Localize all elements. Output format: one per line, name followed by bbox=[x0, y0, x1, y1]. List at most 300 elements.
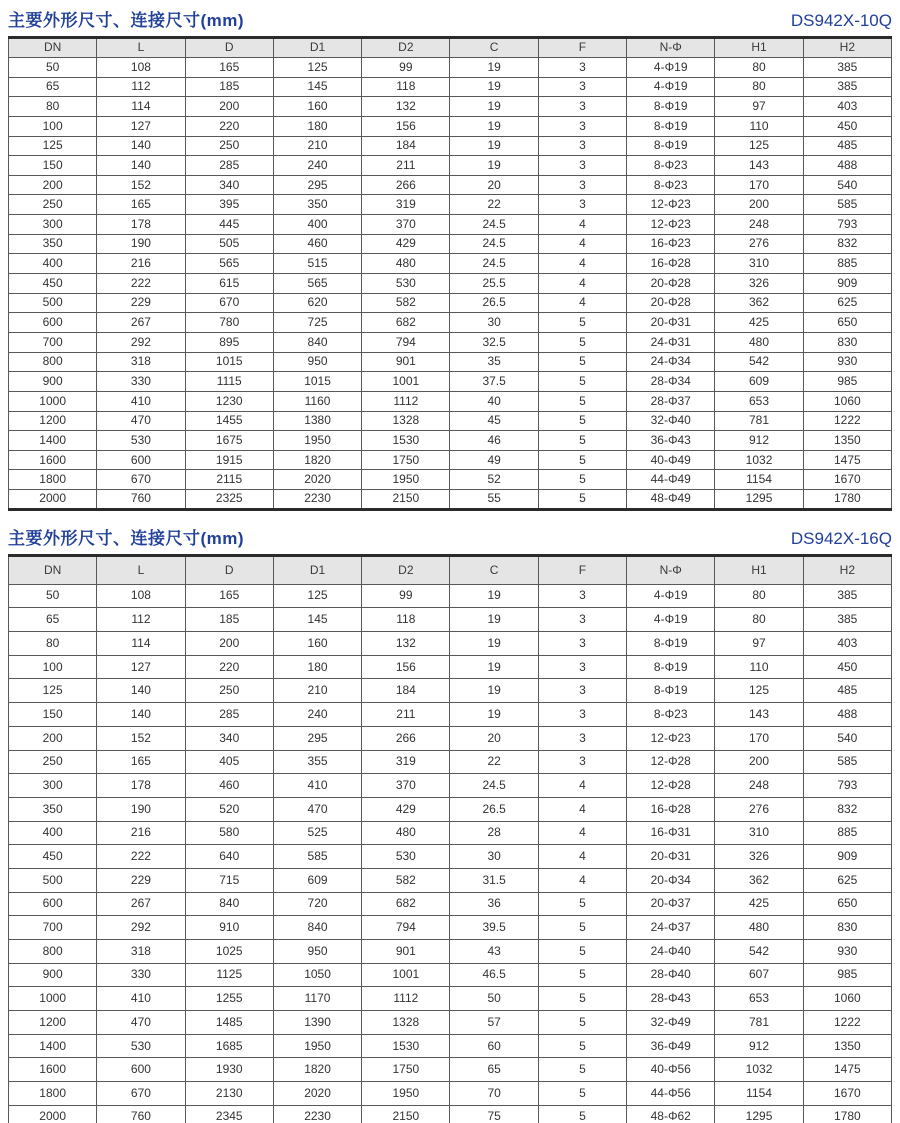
table-cell: 118 bbox=[362, 608, 450, 632]
table-cell: 1400 bbox=[9, 1034, 97, 1058]
table-cell: 52 bbox=[450, 470, 538, 490]
table-cell: 3 bbox=[538, 655, 626, 679]
table-cell: 5 bbox=[538, 431, 626, 451]
table-cell: 19 bbox=[450, 116, 538, 136]
table-cell: 40-Φ56 bbox=[627, 1058, 715, 1082]
column-header: L bbox=[97, 555, 185, 584]
table-cell: 1295 bbox=[715, 490, 803, 510]
table-row bbox=[9, 1058, 892, 1082]
table-cell: 885 bbox=[803, 254, 891, 274]
table-cell: 326 bbox=[715, 274, 803, 294]
table-cell: 625 bbox=[803, 868, 891, 892]
table-cell: 330 bbox=[97, 963, 185, 987]
table-cell: 1032 bbox=[715, 1058, 803, 1082]
table-cell: 19 bbox=[450, 632, 538, 656]
table-cell: 326 bbox=[715, 845, 803, 869]
table-cell: 653 bbox=[715, 987, 803, 1011]
table-cell: 720 bbox=[273, 892, 361, 916]
table-cell: 3 bbox=[538, 195, 626, 215]
table-cell: 156 bbox=[362, 116, 450, 136]
table-cell: 26.5 bbox=[450, 797, 538, 821]
table-cell: 1685 bbox=[185, 1034, 273, 1058]
table-cell: 300 bbox=[9, 215, 97, 235]
table-cell: 1015 bbox=[273, 372, 361, 392]
table-cell: 5 bbox=[538, 892, 626, 916]
table-cell: 185 bbox=[185, 77, 273, 97]
table-cell: 2000 bbox=[9, 1105, 97, 1123]
table-cell: 400 bbox=[9, 821, 97, 845]
table-cell: 620 bbox=[273, 293, 361, 313]
table-row bbox=[9, 254, 892, 274]
table-cell: 350 bbox=[9, 234, 97, 254]
table-cell: 229 bbox=[97, 293, 185, 313]
table-cell: 1670 bbox=[803, 470, 891, 490]
table-cell: 832 bbox=[803, 234, 891, 254]
table-cell: 794 bbox=[362, 332, 450, 352]
table-cell: 30 bbox=[450, 313, 538, 333]
table-cell: 248 bbox=[715, 774, 803, 798]
table-cell: 600 bbox=[9, 892, 97, 916]
table-cell: 267 bbox=[97, 892, 185, 916]
table-cell: 4 bbox=[538, 845, 626, 869]
table-cell: 22 bbox=[450, 195, 538, 215]
table-cell: 267 bbox=[97, 313, 185, 333]
table-cell: 4 bbox=[538, 797, 626, 821]
table-cell: 950 bbox=[273, 352, 361, 372]
table-cell: 5 bbox=[538, 332, 626, 352]
table-cell: 2150 bbox=[362, 1105, 450, 1123]
table-cell: 4 bbox=[538, 254, 626, 274]
table-cell: 2345 bbox=[185, 1105, 273, 1123]
table-cell: 1475 bbox=[803, 450, 891, 470]
table-cell: 28-Φ37 bbox=[627, 391, 715, 411]
table-cell: 19 bbox=[450, 58, 538, 78]
table-cell: 1000 bbox=[9, 391, 97, 411]
table-row bbox=[9, 987, 892, 1011]
table-cell: 20-Φ34 bbox=[627, 868, 715, 892]
table-cell: 5 bbox=[538, 470, 626, 490]
table-cell: 19 bbox=[450, 703, 538, 727]
table-cell: 1125 bbox=[185, 963, 273, 987]
table-cell: 653 bbox=[715, 391, 803, 411]
table-cell: 40-Φ49 bbox=[627, 450, 715, 470]
table-cell: 2115 bbox=[185, 470, 273, 490]
table-cell: 5 bbox=[538, 987, 626, 1011]
table-row bbox=[9, 963, 892, 987]
table-cell: 2230 bbox=[273, 1105, 361, 1123]
table-cell: 400 bbox=[9, 254, 97, 274]
table-cell: 3 bbox=[538, 116, 626, 136]
table-cell: 190 bbox=[97, 234, 185, 254]
table-cell: 50 bbox=[450, 987, 538, 1011]
table-cell: 3 bbox=[538, 703, 626, 727]
table-row bbox=[9, 703, 892, 727]
table-cell: 12-Φ28 bbox=[627, 774, 715, 798]
table-cell: 901 bbox=[362, 352, 450, 372]
table-cell: 540 bbox=[803, 726, 891, 750]
table-cell: 108 bbox=[97, 58, 185, 78]
table-cell: 600 bbox=[97, 1058, 185, 1082]
table-cell: 450 bbox=[803, 116, 891, 136]
table-cell: 24.5 bbox=[450, 254, 538, 274]
section-title: 主要外形尺寸、连接尺寸(mm) bbox=[8, 528, 245, 548]
table-cell: 200 bbox=[9, 726, 97, 750]
table-cell: 127 bbox=[97, 655, 185, 679]
table-cell: 110 bbox=[715, 655, 803, 679]
table-cell: 515 bbox=[273, 254, 361, 274]
table-cell: 24.5 bbox=[450, 234, 538, 254]
table-cell: 1200 bbox=[9, 1011, 97, 1035]
table-cell: 781 bbox=[715, 411, 803, 431]
header-row bbox=[9, 38, 892, 58]
table-cell: 485 bbox=[803, 679, 891, 703]
table-cell: 160 bbox=[273, 97, 361, 117]
table-cell: 292 bbox=[97, 916, 185, 940]
table-cell: 429 bbox=[362, 797, 450, 821]
table-cell: 450 bbox=[803, 655, 891, 679]
table-row bbox=[9, 750, 892, 774]
table-cell: 250 bbox=[185, 679, 273, 703]
table-cell: 16-Φ31 bbox=[627, 821, 715, 845]
table-cell: 20-Φ28 bbox=[627, 274, 715, 294]
table-cell: 19 bbox=[450, 136, 538, 156]
table-cell: 425 bbox=[715, 313, 803, 333]
table-cell: 24-Φ40 bbox=[627, 940, 715, 964]
table-cell: 80 bbox=[715, 584, 803, 608]
table-row bbox=[9, 679, 892, 703]
table-cell: 1950 bbox=[362, 470, 450, 490]
table-cell: 1000 bbox=[9, 987, 97, 1011]
table-cell: 4 bbox=[538, 215, 626, 235]
table-cell: 370 bbox=[362, 774, 450, 798]
table-row bbox=[9, 1011, 892, 1035]
table-cell: 22 bbox=[450, 750, 538, 774]
table-cell: 520 bbox=[185, 797, 273, 821]
table-cell: 140 bbox=[97, 156, 185, 176]
table-cell: 292 bbox=[97, 332, 185, 352]
table-cell: 3 bbox=[538, 608, 626, 632]
table-cell: 112 bbox=[97, 608, 185, 632]
table-cell: 211 bbox=[362, 703, 450, 727]
table-cell: 800 bbox=[9, 352, 97, 372]
table-cell: 2325 bbox=[185, 490, 273, 510]
column-header: H1 bbox=[715, 38, 803, 58]
table-cell: 60 bbox=[450, 1034, 538, 1058]
column-header: L bbox=[97, 38, 185, 58]
table-cell: 1750 bbox=[362, 1058, 450, 1082]
table-row bbox=[9, 372, 892, 392]
table-cell: 3 bbox=[538, 584, 626, 608]
table-cell: 8-Φ19 bbox=[627, 679, 715, 703]
table-cell: 5 bbox=[538, 391, 626, 411]
table-cell: 1400 bbox=[9, 431, 97, 451]
column-header: F bbox=[538, 555, 626, 584]
table-cell: 80 bbox=[9, 632, 97, 656]
table-cell: 670 bbox=[97, 470, 185, 490]
table-cell: 276 bbox=[715, 797, 803, 821]
table-cell: 429 bbox=[362, 234, 450, 254]
table-cell: 1050 bbox=[273, 963, 361, 987]
table-row bbox=[9, 234, 892, 254]
table-cell: 112 bbox=[97, 77, 185, 97]
table-cell: 2000 bbox=[9, 490, 97, 510]
table-cell: 3 bbox=[538, 679, 626, 703]
table-cell: 840 bbox=[273, 916, 361, 940]
table-cell: 30 bbox=[450, 845, 538, 869]
table-cell: 5 bbox=[538, 1058, 626, 1082]
table-cell: 8-Φ19 bbox=[627, 136, 715, 156]
table-cell: 585 bbox=[273, 845, 361, 869]
table-cell: 55 bbox=[450, 490, 538, 510]
table-cell: 900 bbox=[9, 372, 97, 392]
table-cell: 385 bbox=[803, 77, 891, 97]
table-cell: 8-Φ19 bbox=[627, 97, 715, 117]
table-cell: 3 bbox=[538, 156, 626, 176]
table-cell: 609 bbox=[273, 868, 361, 892]
table-cell: 36-Φ43 bbox=[627, 431, 715, 451]
table-cell: 760 bbox=[97, 490, 185, 510]
table-cell: 97 bbox=[715, 97, 803, 117]
table-cell: 5 bbox=[538, 450, 626, 470]
table-cell: 1350 bbox=[803, 1034, 891, 1058]
table-cell: 1200 bbox=[9, 411, 97, 431]
table-cell: 8-Φ19 bbox=[627, 632, 715, 656]
table-row bbox=[9, 1105, 892, 1123]
table-row bbox=[9, 655, 892, 679]
table-cell: 8-Φ19 bbox=[627, 655, 715, 679]
table-cell: 480 bbox=[362, 821, 450, 845]
table-cell: 901 bbox=[362, 940, 450, 964]
table-cell: 470 bbox=[97, 411, 185, 431]
table-cell: 530 bbox=[362, 274, 450, 294]
table-cell: 132 bbox=[362, 632, 450, 656]
table-cell: 2020 bbox=[273, 1082, 361, 1106]
table-cell: 250 bbox=[9, 195, 97, 215]
table-cell: 5 bbox=[538, 372, 626, 392]
table-cell: 12-Φ23 bbox=[627, 195, 715, 215]
table-cell: 24-Φ34 bbox=[627, 352, 715, 372]
table-cell: 125 bbox=[715, 136, 803, 156]
table-cell: 1930 bbox=[185, 1058, 273, 1082]
table-cell: 800 bbox=[9, 940, 97, 964]
column-header: C bbox=[450, 38, 538, 58]
table-cell: 57 bbox=[450, 1011, 538, 1035]
table-cell: 4 bbox=[538, 868, 626, 892]
table-cell: 832 bbox=[803, 797, 891, 821]
table-cell: 99 bbox=[362, 584, 450, 608]
table-cell: 1295 bbox=[715, 1105, 803, 1123]
table-row bbox=[9, 136, 892, 156]
table-cell: 165 bbox=[185, 584, 273, 608]
table-cell: 670 bbox=[97, 1082, 185, 1106]
table-cell: 43 bbox=[450, 940, 538, 964]
table-cell: 145 bbox=[273, 77, 361, 97]
table-cell: 28-Φ40 bbox=[627, 963, 715, 987]
table-cell: 1112 bbox=[362, 391, 450, 411]
table-cell: 295 bbox=[273, 726, 361, 750]
table-cell: 140 bbox=[97, 703, 185, 727]
table-cell: 355 bbox=[273, 750, 361, 774]
table-cell: 248 bbox=[715, 215, 803, 235]
table-cell: 19 bbox=[450, 584, 538, 608]
table-cell: 65 bbox=[9, 608, 97, 632]
table-cell: 8-Φ23 bbox=[627, 703, 715, 727]
table-cell: 1328 bbox=[362, 411, 450, 431]
table-cell: 3 bbox=[538, 726, 626, 750]
table-cell: 725 bbox=[273, 313, 361, 333]
table-cell: 542 bbox=[715, 352, 803, 372]
table-cell: 1950 bbox=[362, 1082, 450, 1106]
table-cell: 24-Φ31 bbox=[627, 332, 715, 352]
table-cell: 45 bbox=[450, 411, 538, 431]
table-cell: 340 bbox=[185, 726, 273, 750]
table-cell: 985 bbox=[803, 963, 891, 987]
table-cell: 385 bbox=[803, 58, 891, 78]
table-cell: 250 bbox=[9, 750, 97, 774]
table-cell: 200 bbox=[715, 750, 803, 774]
table-cell: 542 bbox=[715, 940, 803, 964]
table-cell: 266 bbox=[362, 175, 450, 195]
table-cell: 793 bbox=[803, 774, 891, 798]
table-cell: 460 bbox=[273, 234, 361, 254]
table-cell: 950 bbox=[273, 940, 361, 964]
table-cell: 1390 bbox=[273, 1011, 361, 1035]
table-cell: 37.5 bbox=[450, 372, 538, 392]
table-cell: 2130 bbox=[185, 1082, 273, 1106]
table-cell: 3 bbox=[538, 97, 626, 117]
table-cell: 585 bbox=[803, 750, 891, 774]
table-cell: 1222 bbox=[803, 411, 891, 431]
table-cell: 3 bbox=[538, 77, 626, 97]
table-cell: 909 bbox=[803, 274, 891, 294]
table-cell: 295 bbox=[273, 175, 361, 195]
table-cell: 1950 bbox=[273, 1034, 361, 1058]
table-cell: 140 bbox=[97, 136, 185, 156]
table-row bbox=[9, 156, 892, 176]
table-cell: 700 bbox=[9, 916, 97, 940]
table-cell: 840 bbox=[185, 892, 273, 916]
table-row bbox=[9, 608, 892, 632]
table-row bbox=[9, 274, 892, 294]
section-caption bbox=[8, 524, 892, 549]
table-cell: 240 bbox=[273, 703, 361, 727]
table-cell: 1455 bbox=[185, 411, 273, 431]
table-cell: 403 bbox=[803, 97, 891, 117]
table-cell: 1154 bbox=[715, 1082, 803, 1106]
table-cell: 36 bbox=[450, 892, 538, 916]
table-cell: 8-Φ23 bbox=[627, 156, 715, 176]
table-cell: 5 bbox=[538, 313, 626, 333]
table-cell: 607 bbox=[715, 963, 803, 987]
table-row bbox=[9, 77, 892, 97]
table-body bbox=[9, 584, 892, 1123]
table-cell: 28 bbox=[450, 821, 538, 845]
table-cell: 19 bbox=[450, 97, 538, 117]
table-cell: 132 bbox=[362, 97, 450, 117]
table-cell: 370 bbox=[362, 215, 450, 235]
table-cell: 3 bbox=[538, 58, 626, 78]
table-cell: 565 bbox=[273, 274, 361, 294]
table-cell: 100 bbox=[9, 655, 97, 679]
table-cell: 276 bbox=[715, 234, 803, 254]
section-title: 主要外形尺寸、连接尺寸(mm) bbox=[8, 11, 245, 30]
table-cell: 4 bbox=[538, 774, 626, 798]
table-cell: 1915 bbox=[185, 450, 273, 470]
table-row bbox=[9, 332, 892, 352]
table-cell: 39.5 bbox=[450, 916, 538, 940]
table-cell: 285 bbox=[185, 156, 273, 176]
table-cell: 19 bbox=[450, 156, 538, 176]
table-cell: 12-Φ23 bbox=[627, 726, 715, 750]
table-cell: 12-Φ28 bbox=[627, 750, 715, 774]
table-cell: 125 bbox=[273, 584, 361, 608]
table-cell: 670 bbox=[185, 293, 273, 313]
header-row bbox=[9, 555, 892, 584]
table-cell: 65 bbox=[450, 1058, 538, 1082]
table-cell: 25.5 bbox=[450, 274, 538, 294]
table-cell: 28-Φ34 bbox=[627, 372, 715, 392]
table-cell: 5 bbox=[538, 1034, 626, 1058]
table-row bbox=[9, 490, 892, 510]
table-cell: 178 bbox=[97, 774, 185, 798]
table-cell: 28-Φ43 bbox=[627, 987, 715, 1011]
table-cell: 650 bbox=[803, 313, 891, 333]
table-cell: 48-Φ62 bbox=[627, 1105, 715, 1123]
table-cell: 1800 bbox=[9, 1082, 97, 1106]
table-row bbox=[9, 411, 892, 431]
table-cell: 1670 bbox=[803, 1082, 891, 1106]
table-cell: 5 bbox=[538, 1082, 626, 1106]
table-cell: 152 bbox=[97, 726, 185, 750]
table-cell: 1485 bbox=[185, 1011, 273, 1035]
dimension-table-10q bbox=[8, 36, 892, 511]
table-cell: 505 bbox=[185, 234, 273, 254]
table-cell: 1015 bbox=[185, 352, 273, 372]
table-row bbox=[9, 470, 892, 490]
column-header: DN bbox=[9, 38, 97, 58]
table-cell: 80 bbox=[9, 97, 97, 117]
table-cell: 1780 bbox=[803, 490, 891, 510]
table-cell: 403 bbox=[803, 632, 891, 656]
table-cell: 44-Φ49 bbox=[627, 470, 715, 490]
table-cell: 44-Φ56 bbox=[627, 1082, 715, 1106]
section-ds942x-16q bbox=[8, 524, 892, 1123]
table-cell: 20-Φ31 bbox=[627, 313, 715, 333]
table-cell: 1820 bbox=[273, 450, 361, 470]
table-cell: 794 bbox=[362, 916, 450, 940]
table-cell: 1675 bbox=[185, 431, 273, 451]
table-cell: 4-Φ19 bbox=[627, 58, 715, 78]
table-cell: 80 bbox=[715, 608, 803, 632]
table-cell: 395 bbox=[185, 195, 273, 215]
table-cell: 2150 bbox=[362, 490, 450, 510]
table-cell: 19 bbox=[450, 608, 538, 632]
table-cell: 310 bbox=[715, 254, 803, 274]
table-row bbox=[9, 391, 892, 411]
table-cell: 220 bbox=[185, 655, 273, 679]
table-cell: 500 bbox=[9, 868, 97, 892]
table-cell: 3 bbox=[538, 136, 626, 156]
table-cell: 760 bbox=[97, 1105, 185, 1123]
table-cell: 582 bbox=[362, 293, 450, 313]
table-cell: 19 bbox=[450, 77, 538, 97]
table-cell: 210 bbox=[273, 136, 361, 156]
table-cell: 125 bbox=[715, 679, 803, 703]
table-cell: 160 bbox=[273, 632, 361, 656]
table-cell: 1115 bbox=[185, 372, 273, 392]
table-cell: 97 bbox=[715, 632, 803, 656]
column-header: D bbox=[185, 555, 273, 584]
